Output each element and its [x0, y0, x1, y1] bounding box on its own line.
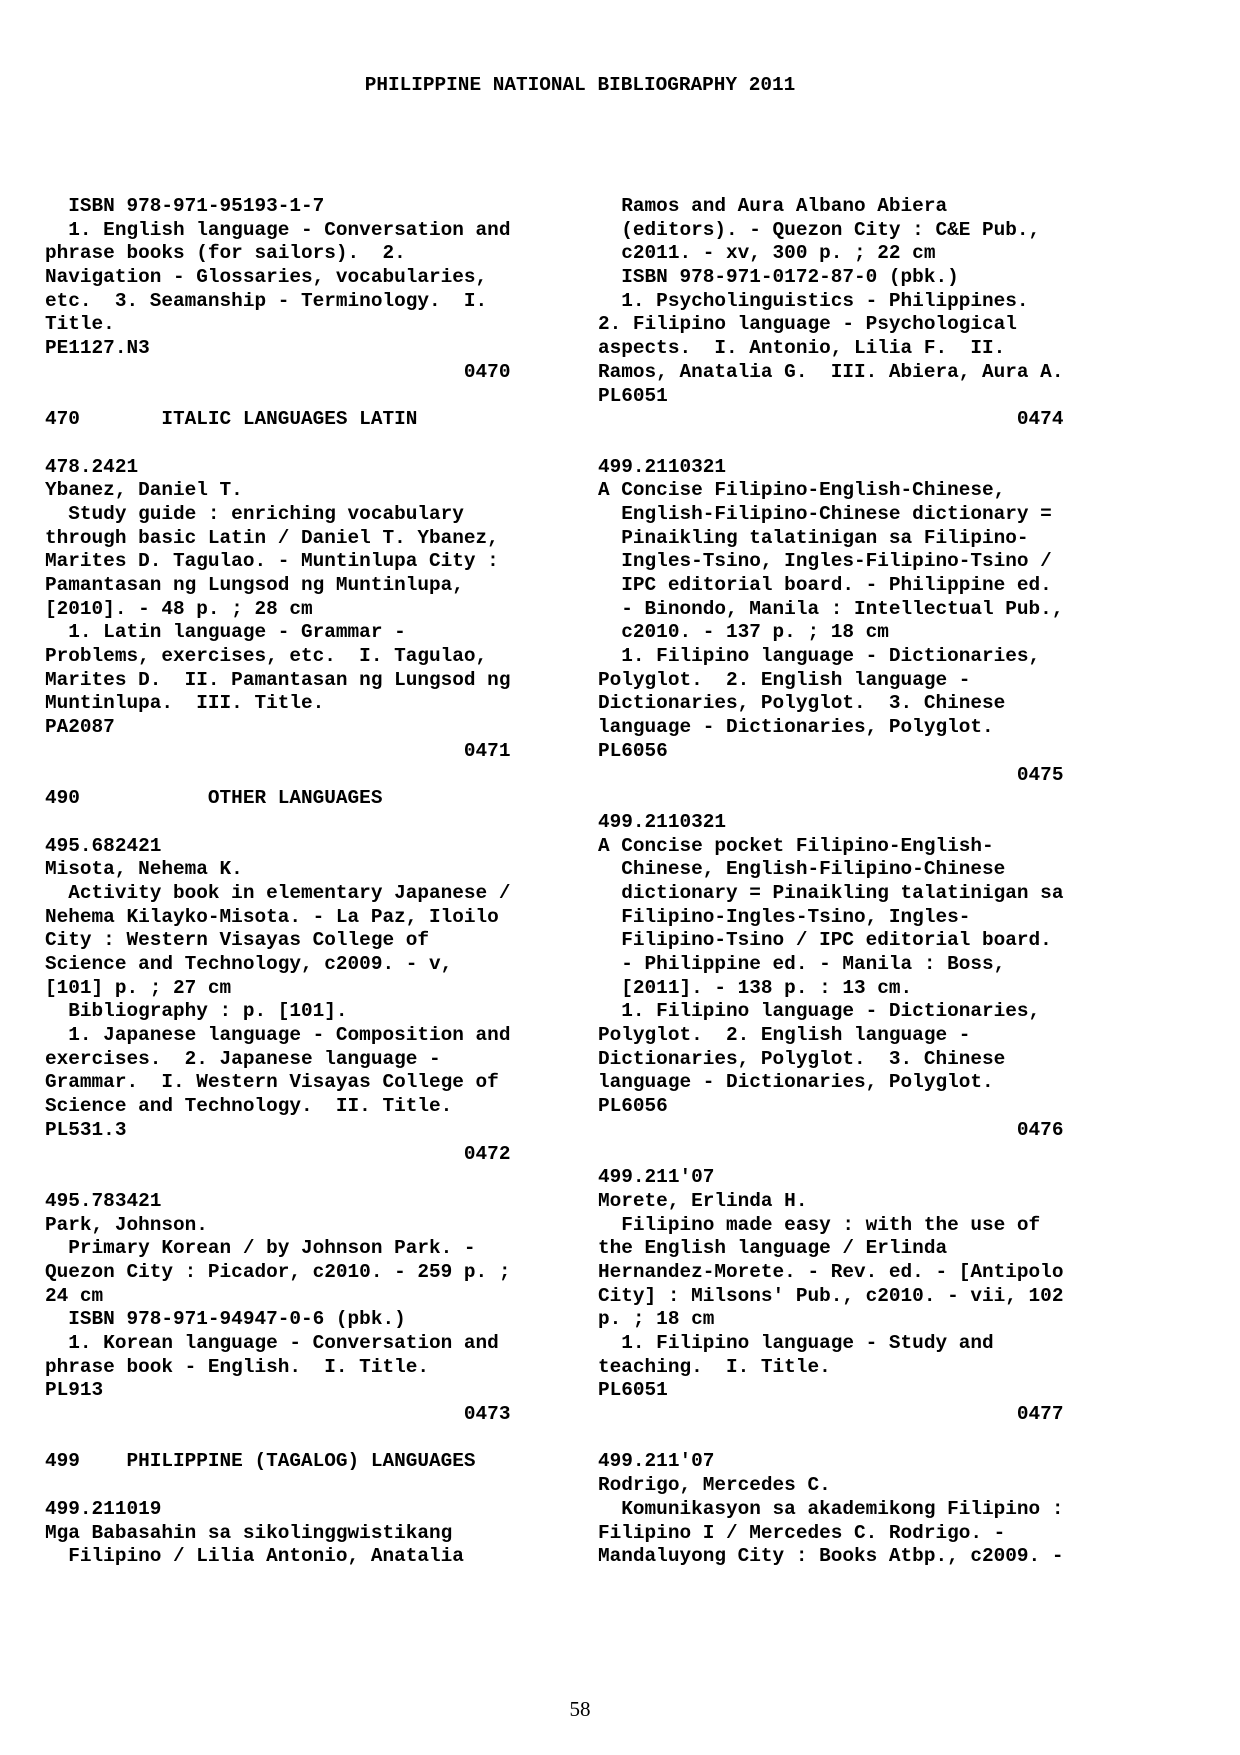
- text-line: etc. 3. Seamanship - Terminology. I.: [45, 289, 488, 312]
- text-line: Primary Korean / by Johnson Park. -: [45, 1237, 476, 1260]
- text-line: - Philippine ed. - Manila : Boss,: [598, 953, 1006, 975]
- text-line: Marites D. Tagulao. - Muntinlupa City :: [45, 550, 499, 573]
- text-line: 1. Japanese language - Composition and: [45, 1024, 511, 1047]
- text-line: Ybanez, Daniel T.: [45, 479, 243, 502]
- text-line: PL913: [45, 1379, 104, 1402]
- text-line: IPC editorial board. - Philippine ed.: [598, 574, 1052, 596]
- text-line: [598, 1427, 1108, 1451]
- text-line: language - Dictionaries, Polyglot.: [598, 1071, 994, 1094]
- text-line: 0476: [598, 1118, 1064, 1141]
- text-line: Ramos, Anatalia G. III. Abiera, Aura A.: [598, 360, 1064, 383]
- text-line: exercises. 2. Japanese language -: [45, 1047, 441, 1070]
- left-column: [45, 195, 555, 1569]
- text-line: Filipino-Tsino / IPC editorial board.: [598, 929, 1052, 952]
- text-line: Morete, Erlinda H.: [598, 1189, 808, 1212]
- text-line: 2. Filipino language - Psychological: [598, 313, 1017, 336]
- text-line: 0474: [598, 408, 1064, 431]
- text-line: phrase book - English. I. Title.: [45, 1355, 429, 1378]
- text-line: 499.2110321: [598, 455, 726, 478]
- page-number: 58: [569, 1697, 591, 1721]
- text-line: 1. Latin language - Grammar -: [45, 621, 406, 644]
- text-line: 24 cm: [45, 1284, 104, 1307]
- text-line: Mandaluyong City : Books Atbp., c2009. -: [598, 1545, 1064, 1568]
- text-line: 499.211019: [45, 1497, 162, 1520]
- text-line: PL6051: [598, 384, 668, 407]
- text-line: [45, 432, 555, 456]
- text-line: 0471: [45, 739, 511, 762]
- text-line: ISBN 978-971-0172-87-0 (pbk.): [598, 266, 959, 289]
- text-line: PL6056: [598, 1095, 668, 1118]
- text-line: 0477: [598, 1403, 1064, 1426]
- text-line: dictionary = Pinaikling talatinigan sa: [598, 881, 1064, 904]
- text-line: 499.211'07: [598, 1166, 715, 1189]
- text-line: [45, 385, 555, 409]
- text-line: ISBN 978-971-94947-0-6 (pbk.): [45, 1308, 406, 1331]
- text-line: Ramos and Aura Albano Abiera: [598, 195, 948, 217]
- text-line: Quezon City : Picador, c2010. - 259 p. ;: [45, 1260, 511, 1283]
- text-line: City : Western Visayas College of: [45, 929, 429, 952]
- text-line: Polyglot. 2. English language -: [598, 668, 971, 691]
- text-line: 0472: [45, 1142, 511, 1165]
- text-line: Misota, Nehema K.: [45, 858, 243, 881]
- text-line: Navigation - Glossaries, vocabularies,: [45, 266, 488, 289]
- text-line: Filipino-Ingles-Tsino, Ingles-: [598, 905, 971, 928]
- text-line: Nehema Kilayko-Misota. - La Paz, Iloilo: [45, 905, 499, 928]
- text-line: c2011. - xv, 300 p. ; 22 cm: [598, 242, 936, 265]
- text-line: PE1127.N3: [45, 337, 150, 360]
- text-line: 1. Filipino language - Study and: [598, 1332, 994, 1354]
- text-line: Chinese, English-Filipino-Chinese: [598, 858, 1006, 881]
- text-line: [598, 432, 1108, 456]
- text-line: 1. Filipino language - Dictionaries,: [598, 1000, 1041, 1023]
- text-line: Filipino I / Mercedes C. Rodrigo. -: [598, 1521, 1006, 1544]
- text-line: [45, 1166, 555, 1190]
- text-line: PA2087: [45, 716, 115, 739]
- text-line: p. ; 18 cm: [598, 1308, 715, 1331]
- text-line: PL6051: [598, 1379, 668, 1402]
- text-line: Grammar. I. Western Visayas College of: [45, 1071, 499, 1094]
- text-line: phrase books (for sailors). 2.: [45, 242, 406, 265]
- text-line: Ingles-Tsino, Ingles-Filipino-Tsino /: [598, 550, 1052, 573]
- text-line: 1. English language - Conversation and: [45, 218, 511, 241]
- text-line: Dictionaries, Polyglot. 3. Chinese: [598, 1047, 1006, 1070]
- text-line: PL531.3: [45, 1118, 127, 1141]
- text-line: Title.: [45, 313, 115, 336]
- text-line: 495.783421: [45, 1189, 162, 1212]
- right-column: [598, 195, 1108, 1569]
- text-line: English-Filipino-Chinese dictionary =: [598, 502, 1052, 525]
- text-line: 478.2421: [45, 455, 139, 478]
- text-line: language - Dictionaries, Polyglot.: [598, 716, 994, 739]
- text-line: [45, 1474, 555, 1498]
- text-line: Pamantasan ng Lungsod ng Muntinlupa,: [45, 574, 464, 596]
- text-line: c2010. - 137 p. ; 18 cm: [598, 621, 889, 644]
- text-line: 490 OTHER LANGUAGES: [45, 787, 383, 810]
- text-line: 495.682421: [45, 834, 162, 857]
- text-line: Hernandez-Morete. - Rev. ed. - [Antipolo: [598, 1260, 1064, 1283]
- text-line: [2010]. - 48 p. ; 28 cm: [45, 597, 313, 620]
- text-line: Polyglot. 2. English language -: [598, 1024, 971, 1047]
- text-line: Problems, exercises, etc. I. Tagulao,: [45, 645, 488, 668]
- text-line: [101] p. ; 27 cm: [45, 976, 232, 999]
- text-line: Activity book in elementary Japanese /: [45, 881, 511, 904]
- text-line: through basic Latin / Daniel T. Ybanez,: [45, 526, 499, 549]
- text-line: - Binondo, Manila : Intellectual Pub.,: [598, 597, 1064, 620]
- text-line: Pinaikling talatinigan sa Filipino-: [598, 526, 1029, 549]
- text-line: Bibliography : p. [101].: [45, 1000, 348, 1023]
- text-line: A Concise Filipino-English-Chinese,: [598, 479, 1006, 502]
- text-line: Filipino / Lilia Antonio, Anatalia: [45, 1545, 464, 1568]
- text-line: [2011]. - 138 p. : 13 cm.: [598, 976, 913, 999]
- text-line: Mga Babasahin sa sikolinggwistikang: [45, 1521, 453, 1544]
- page-header-title: PHILIPPINE NATIONAL BIBLIOGRAPHY 2011: [364, 74, 796, 96]
- text-line: Filipino made easy : with the use of: [598, 1213, 1041, 1236]
- text-line: Study guide : enriching vocabulary: [45, 502, 464, 525]
- text-line: 499.2110321: [598, 810, 726, 833]
- text-line: 499 PHILIPPINE (TAGALOG) LANGUAGES: [45, 1450, 476, 1473]
- text-line: [45, 1427, 555, 1451]
- text-line: A Concise pocket Filipino-English-: [598, 834, 994, 857]
- text-line: Rodrigo, Mercedes C.: [598, 1474, 831, 1497]
- text-line: Komunikasyon sa akademikong Filipino :: [598, 1497, 1064, 1520]
- text-line: Park, Johnson.: [45, 1213, 208, 1236]
- text-line: (editors). - Quezon City : C&E Pub.,: [598, 218, 1041, 241]
- text-line: [598, 1143, 1108, 1167]
- text-line: the English language / Erlinda: [598, 1237, 948, 1260]
- text-line: Science and Technology, c2009. - v,: [45, 953, 453, 975]
- text-line: 0475: [598, 763, 1064, 786]
- text-line: aspects. I. Antonio, Lilia F. II.: [598, 337, 1006, 360]
- text-line: 0473: [45, 1403, 511, 1426]
- text-line: teaching. I. Title.: [598, 1355, 831, 1378]
- text-line: 1. Psycholinguistics - Philippines.: [598, 289, 1029, 312]
- text-line: Science and Technology. II. Title.: [45, 1095, 453, 1118]
- text-line: 1. Korean language - Conversation and: [45, 1332, 499, 1354]
- text-line: [45, 811, 555, 835]
- text-line: ISBN 978-971-95193-1-7: [45, 195, 325, 217]
- text-line: Marites D. II. Pamantasan ng Lungsod ng: [45, 668, 511, 691]
- text-line: 470 ITALIC LANGUAGES LATIN: [45, 408, 418, 431]
- text-line: City] : Milsons' Pub., c2010. - vii, 102: [598, 1284, 1064, 1307]
- text-line: Muntinlupa. III. Title.: [45, 692, 325, 715]
- text-line: 0470: [45, 360, 511, 383]
- text-line: Dictionaries, Polyglot. 3. Chinese: [598, 692, 1006, 715]
- text-line: [45, 764, 555, 788]
- text-line: 499.211'07: [598, 1450, 715, 1473]
- text-line: [598, 787, 1108, 811]
- text-line: 1. Filipino language - Dictionaries,: [598, 645, 1041, 668]
- text-line: PL6056: [598, 739, 668, 762]
